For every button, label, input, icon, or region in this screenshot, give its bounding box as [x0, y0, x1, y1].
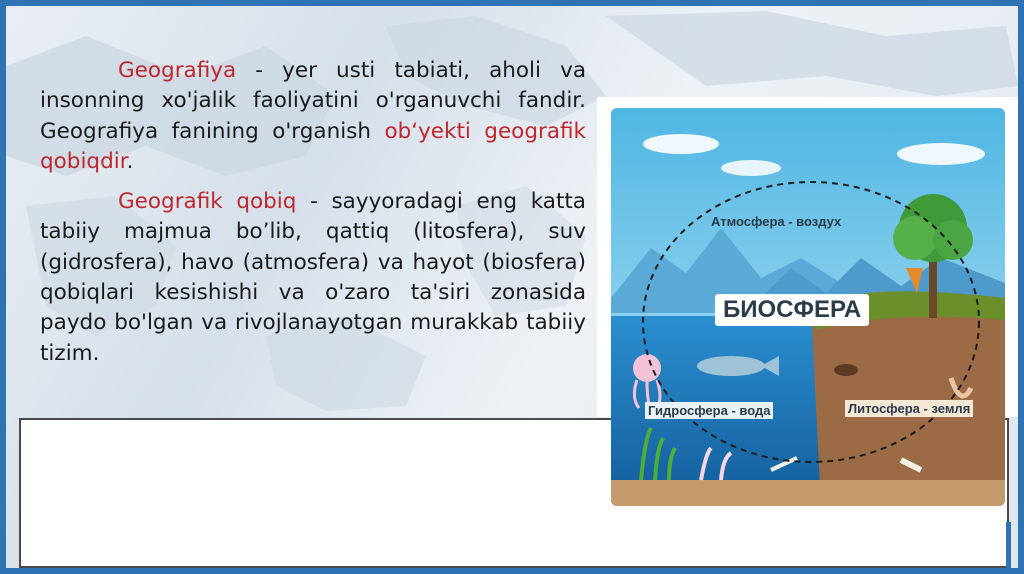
geography-definition: - yer usti tabiati, aholi va insonning xo'jalik faoliyatini o'rganuvchi fandir. Geografiya fanining o'rganish — [40, 58, 586, 144]
biosphere-title: БИОСФЕРА — [715, 294, 869, 326]
geographic-shell-definition: - sayyoradagi eng katta tabiiy majmua bo’lib, qattiq (litosfera), suv (gidrosfera), havo (atmosfera) va hayot (biosfera) qobiqlari kesishishi va o'zaro ta'siri zonasida paydo bo'lgan va rivojlanayotgan murakkab tabiiy tizim. — [40, 189, 586, 366]
paragraph-geographic-shell — [40, 187, 586, 369]
hydrosphere-label: Гидросфера - вода — [645, 402, 773, 419]
paragraph-geography — [40, 56, 586, 177]
paragraph1-end: . — [126, 148, 134, 174]
term-geografiya: Geografiya — [118, 58, 237, 83]
biosphere-diagram — [611, 108, 1005, 506]
definition-text — [40, 56, 586, 379]
atmosphere-label: Атмосфера - воздух — [711, 214, 842, 229]
term-geografik-qobiq: Geografik qobiq — [118, 189, 297, 215]
lithosphere-label: Литосфера - земля — [845, 400, 973, 417]
object-highlight: ob‘yekti geografik qobiqdir — [40, 118, 586, 174]
right-accent-bar — [1006, 522, 1011, 568]
